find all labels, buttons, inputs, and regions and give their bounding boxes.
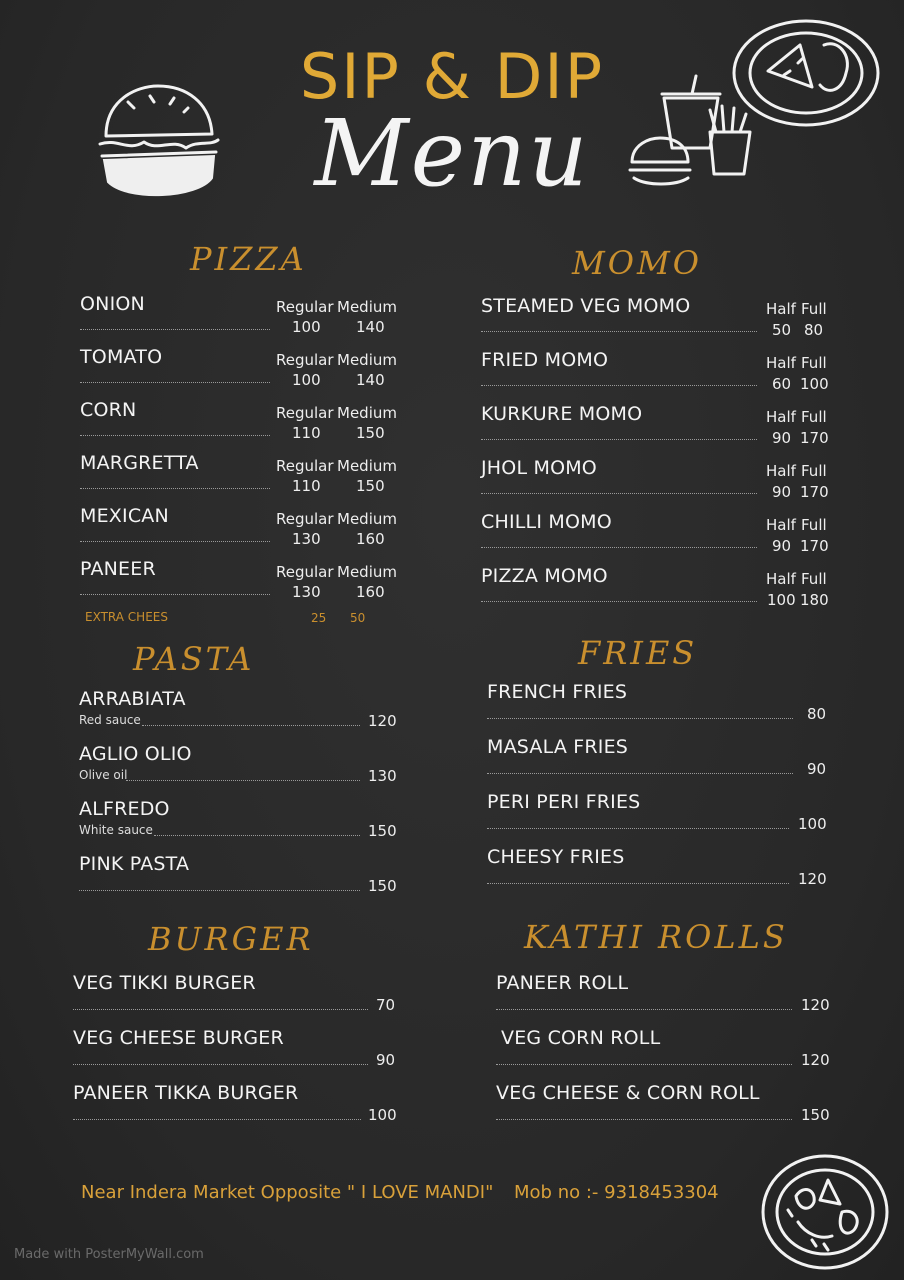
price-full: 170: [800, 537, 829, 555]
dotted-leader: [496, 1119, 792, 1120]
dotted-leader: [496, 1064, 792, 1065]
momo-col-full: Full: [801, 516, 827, 534]
price-half: 90: [772, 429, 792, 447]
fries-item-name: CHEESY FRIES: [487, 846, 625, 868]
extra-cheese-regular: 25: [311, 611, 327, 625]
pasta-item-price: 150: [368, 822, 397, 840]
dotted-leader: [481, 331, 757, 332]
burger-item-name: VEG TIKKI BURGER: [73, 972, 256, 994]
pizza-col-regular: Regular: [276, 351, 334, 369]
price-regular: 130: [292, 530, 321, 548]
pizza-col-medium: Medium: [337, 457, 397, 475]
pizza-item-name: PANEER: [80, 558, 156, 580]
price-half: 90: [772, 483, 792, 501]
dotted-leader: [126, 780, 360, 781]
burger-item-name: PANEER TIKKA BURGER: [73, 1082, 299, 1104]
price-half: 60: [772, 375, 792, 393]
price-half: 90: [772, 537, 792, 555]
pasta-item-name: AGLIO OLIO: [79, 743, 192, 765]
price-half: 50: [772, 321, 792, 339]
fries-item-name: PERI PERI FRIES: [487, 791, 641, 813]
price-regular: 110: [292, 477, 321, 495]
extra-cheese-medium: 50: [350, 611, 366, 625]
rolls-section-title: KATHI ROLLS: [524, 918, 788, 956]
pasta-item-name: ARRABIATA: [79, 688, 186, 710]
price-medium: 160: [356, 530, 385, 548]
momo-item-name: KURKURE MOMO: [481, 403, 643, 425]
price-medium: 160: [356, 583, 385, 601]
roll-item-price: 120: [801, 1051, 830, 1069]
momo-item-name: JHOL MOMO: [481, 457, 597, 479]
pasta-item-desc: White sauce: [79, 823, 153, 837]
salad-bowl-icon: [758, 1150, 892, 1276]
dotted-leader: [481, 601, 757, 602]
dotted-leader: [142, 725, 360, 726]
fries-section-title: FRIES: [578, 634, 698, 672]
pasta-item-name: PINK PASTA: [79, 853, 190, 875]
pizza-item-name: MEXICAN: [80, 505, 169, 527]
momo-col-half: Half: [766, 300, 796, 318]
pizza-col-regular: Regular: [276, 457, 334, 475]
pasta-section-title: PASTA: [133, 640, 255, 678]
price-medium: 140: [356, 318, 385, 336]
price-regular: 100: [292, 371, 321, 389]
dotted-leader: [496, 1009, 792, 1010]
pizza-col-medium: Medium: [337, 404, 397, 422]
burger-section-title: BURGER: [148, 920, 314, 958]
pizza-col-regular: Regular: [276, 510, 334, 528]
pizza-col-regular: Regular: [276, 298, 334, 316]
price-medium: 140: [356, 371, 385, 389]
roll-item-name: VEG CORN ROLL: [501, 1027, 661, 1049]
pizza-item-name: ONION: [80, 293, 145, 315]
burger-item-price: 70: [376, 996, 396, 1014]
price-medium: 150: [356, 424, 385, 442]
dotted-leader: [487, 828, 789, 829]
fries-item-price: 120: [798, 870, 827, 888]
momo-col-half: Half: [766, 462, 796, 480]
momo-item-name: STEAMED VEG MOMO: [481, 295, 691, 317]
dotted-leader: [487, 773, 793, 774]
pasta-item-name: ALFREDO: [79, 798, 170, 820]
dotted-leader: [481, 385, 757, 386]
momo-section-title: MOMO: [572, 244, 702, 282]
dotted-leader: [80, 435, 270, 436]
pizza-section-title: PIZZA: [190, 240, 307, 278]
roll-item-price: 150: [801, 1106, 830, 1124]
momo-col-full: Full: [801, 408, 827, 426]
price-regular: 100: [292, 318, 321, 336]
fries-item-name: MASALA FRIES: [487, 736, 629, 758]
pasta-item-price: 150: [368, 877, 397, 895]
dotted-leader: [80, 594, 270, 595]
momo-col-half: Half: [766, 408, 796, 426]
pizza-col-medium: Medium: [337, 351, 397, 369]
roll-item-name: PANEER ROLL: [496, 972, 629, 994]
pasta-item-desc: Olive oil: [79, 768, 128, 782]
pizza-col-regular: Regular: [276, 563, 334, 581]
momo-col-full: Full: [801, 462, 827, 480]
price-medium: 150: [356, 477, 385, 495]
momo-col-full: Full: [801, 354, 827, 372]
price-full: 170: [800, 483, 829, 501]
watermark: Made with PosterMyWall.com: [14, 1247, 204, 1262]
burger-icon: [88, 78, 228, 208]
momo-col-half: Half: [766, 570, 796, 588]
momo-col-full: Full: [801, 570, 827, 588]
burger-item-price: 90: [376, 1051, 396, 1069]
dotted-leader: [80, 382, 270, 383]
dotted-leader: [73, 1009, 368, 1010]
dotted-leader: [80, 329, 270, 330]
burger-item-price: 100: [368, 1106, 397, 1124]
dotted-leader: [487, 718, 793, 719]
dotted-leader: [481, 493, 757, 494]
menu-title: Menu: [314, 100, 590, 207]
price-regular: 110: [292, 424, 321, 442]
dotted-leader: [73, 1119, 361, 1120]
pasta-item-price: 120: [368, 712, 397, 730]
fries-item-name: FRENCH FRIES: [487, 681, 628, 703]
price-half: 100: [767, 591, 796, 609]
dotted-leader: [481, 439, 757, 440]
price-full: 170: [800, 429, 829, 447]
dotted-leader: [73, 1064, 368, 1065]
dotted-leader: [80, 488, 270, 489]
pizza-col-medium: Medium: [337, 510, 397, 528]
pizza-item-name: TOMATO: [80, 346, 163, 368]
dotted-leader: [487, 883, 789, 884]
momo-col-half: Half: [766, 354, 796, 372]
footer-phone: Mob no :- 9318453304: [514, 1182, 719, 1203]
momo-item-name: PIZZA MOMO: [481, 565, 608, 587]
pizza-col-medium: Medium: [337, 298, 397, 316]
roll-item-price: 120: [801, 996, 830, 1014]
momo-item-name: CHILLI MOMO: [481, 511, 612, 533]
dotted-leader: [80, 541, 270, 542]
momo-col-full: Full: [801, 300, 827, 318]
pizza-item-name: MARGRETTA: [80, 452, 199, 474]
pasta-item-desc: Red sauce: [79, 713, 141, 727]
price-full: 80: [804, 321, 824, 339]
pizza-item-name: CORN: [80, 399, 137, 421]
price-regular: 130: [292, 583, 321, 601]
price-full: 100: [800, 375, 829, 393]
pizza-col-regular: Regular: [276, 404, 334, 422]
pasta-item-price: 130: [368, 767, 397, 785]
burger-item-name: VEG CHEESE BURGER: [73, 1027, 284, 1049]
dotted-leader: [79, 890, 360, 891]
brand-name: SIP & DIP: [299, 40, 605, 113]
fries-item-price: 100: [798, 815, 827, 833]
dotted-leader: [154, 835, 360, 836]
extra-cheese-label: EXTRA CHEES: [85, 610, 168, 624]
burger-drink-fries-icon: [626, 74, 756, 196]
momo-item-name: FRIED MOMO: [481, 349, 609, 371]
price-full: 180: [800, 591, 829, 609]
footer-address: Near Indera Market Opposite " I LOVE MANDI": [81, 1182, 494, 1203]
pizza-col-medium: Medium: [337, 563, 397, 581]
fries-item-price: 80: [807, 705, 827, 723]
roll-item-name: VEG CHEESE & CORN ROLL: [496, 1082, 760, 1104]
dotted-leader: [481, 547, 757, 548]
momo-col-half: Half: [766, 516, 796, 534]
fries-item-price: 90: [807, 760, 827, 778]
